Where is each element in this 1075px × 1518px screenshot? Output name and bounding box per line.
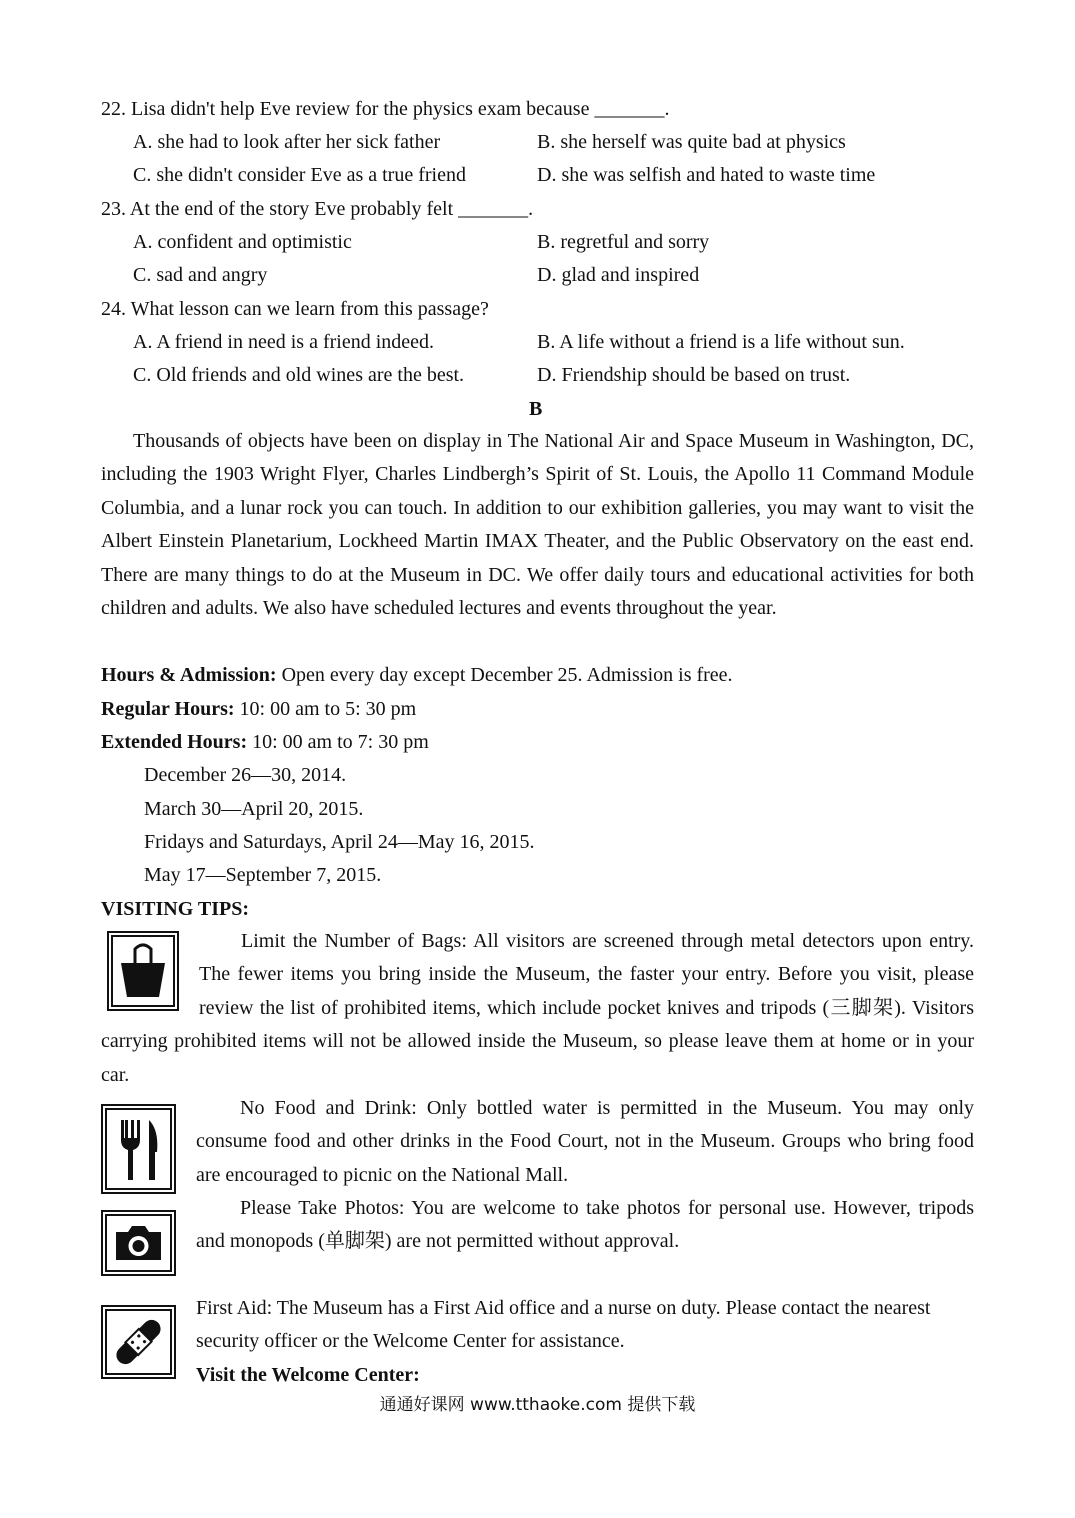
question-22-option-a: A. she had to look after her sick father xyxy=(133,131,441,153)
question-22-option-c: C. she didn't consider Eve as a true friend xyxy=(133,164,466,186)
extended-date-3: Fridays and Saturdays, April 24—May 16, 2015. xyxy=(144,831,535,853)
tip-photos-text: Please Take Photos: You are welcome to take photos for personal use. However, tripods and monopods (单脚架) are not permitted without approval. xyxy=(196,1197,974,1253)
question-22-option-d: D. she was selfish and hated to waste time xyxy=(537,164,876,186)
tip-photos xyxy=(196,1192,974,1259)
regular-hours-label: Regular Hours: xyxy=(101,698,235,720)
tips-title: VISITING TIPS: xyxy=(101,898,250,920)
tip-food xyxy=(196,1092,974,1192)
extended-hours xyxy=(101,730,429,754)
question-24-option-b: B. A life without a friend is a life without sun. xyxy=(537,331,905,353)
question-22-stem: 22. Lisa didn't help Eve review for the physics exam because _______. xyxy=(101,98,670,120)
regular-hours-text: 10: 00 am to 5: 30 pm xyxy=(234,698,417,720)
question-24-option-a: A. A friend in need is a friend indeed. xyxy=(133,331,435,353)
question-24-option-c: C. Old friends and old wines are the best. xyxy=(133,364,465,386)
question-22-option-b: B. she herself was quite bad at physics xyxy=(537,131,846,153)
question-24-stem: 24. What lesson can we learn from this passage? xyxy=(101,298,489,320)
tip-firstaid: First Aid: The Museum has a First Aid office and a nurse on duty. Please contact the nearest security officer or the Welcome Center for assistance. xyxy=(196,1297,931,1353)
hours-admission xyxy=(101,663,733,687)
bandage-icon xyxy=(101,1305,176,1379)
tip-bags xyxy=(101,925,974,1095)
hours-admission-label: Hours & Admission: xyxy=(101,664,277,686)
tip-bags-text: Limit the Number of Bags: All visitors are screened through metal detectors upon entry. The fewer items you bring inside the Museum, the faster your entry. Before you visit, please review the list of prohibited items, which include pocket knives and tripods (三脚架). Visitors carrying prohibited items will not be allowed inside the Museum, so please leave them at home or in your car. xyxy=(101,930,974,1086)
extended-hours-label: Extended Hours: xyxy=(101,731,248,753)
regular-hours xyxy=(101,697,416,721)
extended-hours-text: 10: 00 am to 7: 30 pm xyxy=(247,731,429,753)
section-title: B xyxy=(529,398,543,420)
question-23-option-b: B. regretful and sorry xyxy=(537,231,710,253)
extended-date-1: December 26—30, 2014. xyxy=(144,764,347,786)
question-23-option-d: D. glad and inspired xyxy=(537,264,700,286)
question-23-stem: 23. At the end of the story Eve probably felt _______. xyxy=(101,198,534,220)
welcome-center-title: Visit the Welcome Center: xyxy=(196,1364,420,1386)
icon-float-spacer xyxy=(101,925,199,1025)
page-footer: 通通好课网 www.tthaoke.com 提供下载 xyxy=(379,1395,696,1415)
fork-knife-icon xyxy=(101,1104,176,1194)
tip-food-text: No Food and Drink: Only bottled water is permitted in the Museum. You may only consume food and other drinks in the Food Court, not in the Museum. Groups who bring food are encouraged to picnic on the National Mall. xyxy=(196,1097,974,1186)
question-24-option-d: D. Friendship should be based on trust. xyxy=(537,364,851,386)
camera-icon xyxy=(101,1210,176,1276)
question-23-option-c: C. sad and angry xyxy=(133,264,268,286)
intro-paragraph: Thousands of objects have been on display in The National Air and Space Museum in Washington, DC, including the 1903 Wright Flyer, Charles Lindbergh’s Spirit of St. Louis, the Apollo 11 Command Module Columbia, and a lunar rock you can touch. In addition to our exhibition galleries, you may want to visit the Albert Einstein Planetarium, Lockheed Martin IMAX Theater, and the Public Observatory on the east end. There are many things to do at the Museum in DC. We offer daily tours and educational activities for both children and adults. We also have scheduled lectures and events throughout the year. xyxy=(101,430,974,620)
extended-date-4: May 17—September 7, 2015. xyxy=(144,864,382,886)
question-23-option-a: A. confident and optimistic xyxy=(133,231,352,253)
hours-admission-text: Open every day except December 25. Admission is free. xyxy=(276,664,733,686)
extended-date-2: March 30—April 20, 2015. xyxy=(144,798,364,820)
